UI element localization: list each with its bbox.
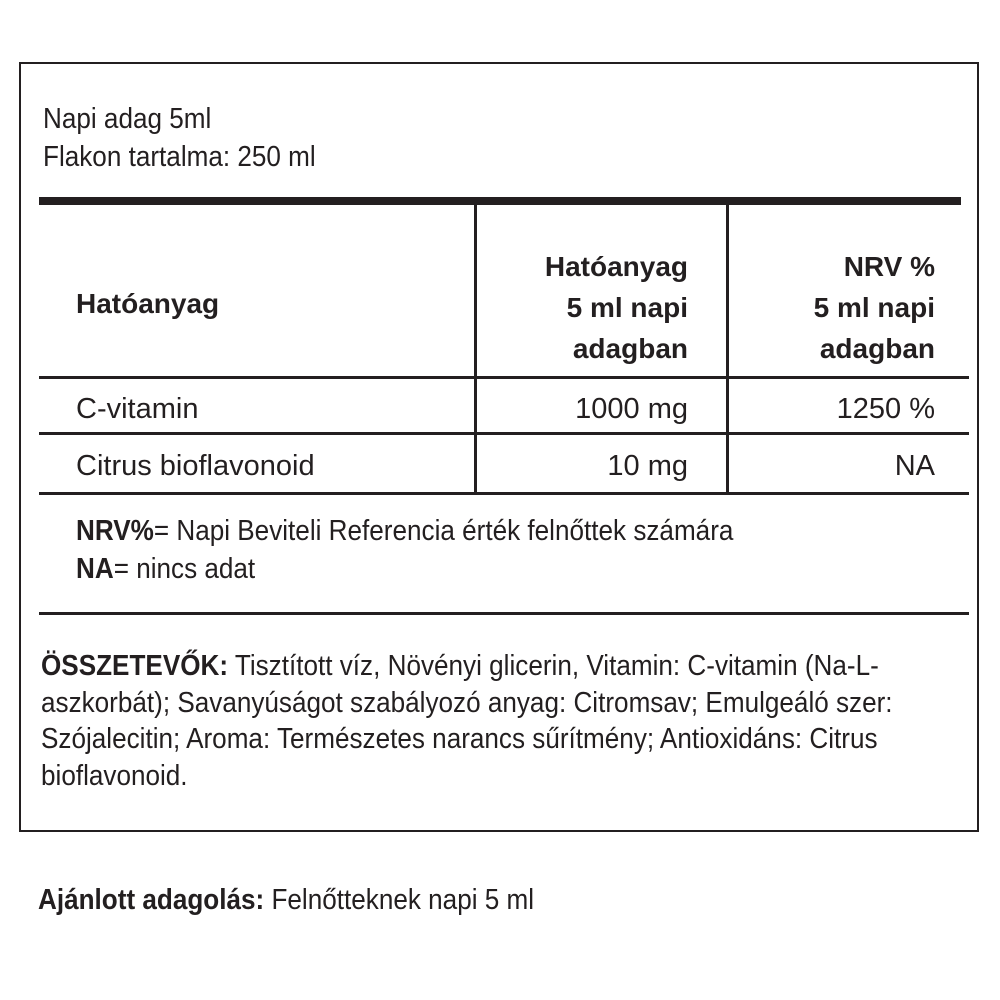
supplement-facts-panel [19, 62, 979, 832]
legend-na [76, 550, 733, 588]
daily-dose-text: Napi adag 5ml [43, 103, 212, 135]
header-bottom-rule [39, 376, 969, 379]
table-top-rule [39, 197, 961, 205]
header-amount-line-1: Hatóanyag [544, 251, 688, 282]
legend-na-definition: = nincs adat [113, 553, 256, 585]
bottle-contents-text: Flakon tartalma: 250 ml [43, 141, 316, 173]
ingredients-rule [39, 612, 969, 615]
ingredients-section [41, 648, 950, 794]
recommended-dosage [38, 880, 534, 920]
header-amount [486, 246, 688, 369]
ingredients-text: Tisztított víz, Növényi glicerin, Vitamin: C-vitamin (Na-L-aszkorbát); Savanyúságot szabályozó anyag: Citromsav; Emulgeáló szer: Szójalecitin; Aroma: Természetes narancs sűrítmény; Antioxidáns: Citrus bioflavonoid. [41, 650, 893, 792]
row-1-amount: 1000 mg [575, 393, 688, 425]
legend-nrv-term: NRV% [76, 515, 154, 547]
table-bottom-rule [39, 492, 969, 495]
serving-info [43, 100, 316, 176]
dosage-label: Ajánlott adagolás: [38, 884, 265, 916]
dosage-text: Felnőtteknek napi 5 ml [264, 884, 535, 916]
header-amount-line-2: 5 ml napi [566, 292, 688, 323]
legend-na-term: NA [76, 553, 114, 585]
legend-nrv-definition: = Napi Beviteli Referencia érték felnőttek számára [153, 515, 734, 547]
row-2-name: Citrus bioflavonoid [76, 450, 315, 482]
row-2-amount: 10 mg [607, 450, 688, 482]
table-column-divider-2 [726, 205, 729, 495]
row-2-nrv: NA [894, 450, 935, 482]
header-nrv [741, 246, 935, 369]
table-column-divider-1 [474, 205, 477, 495]
legend [76, 512, 733, 588]
row-1-nrv: 1250 % [836, 393, 935, 425]
row-divider [39, 432, 969, 435]
header-nrv-line-2: 5 ml napi [813, 292, 935, 323]
header-amount-line-3: adagban [572, 333, 688, 364]
legend-nrv [76, 512, 733, 550]
ingredients-label: ÖSSZETEVŐK: [41, 650, 229, 682]
header-nrv-line-1: NRV % [843, 251, 935, 282]
header-active-ingredient: Hatóanyag [76, 288, 220, 319]
row-1-name: C-vitamin [76, 393, 199, 425]
header-nrv-line-3: adagban [819, 333, 935, 364]
